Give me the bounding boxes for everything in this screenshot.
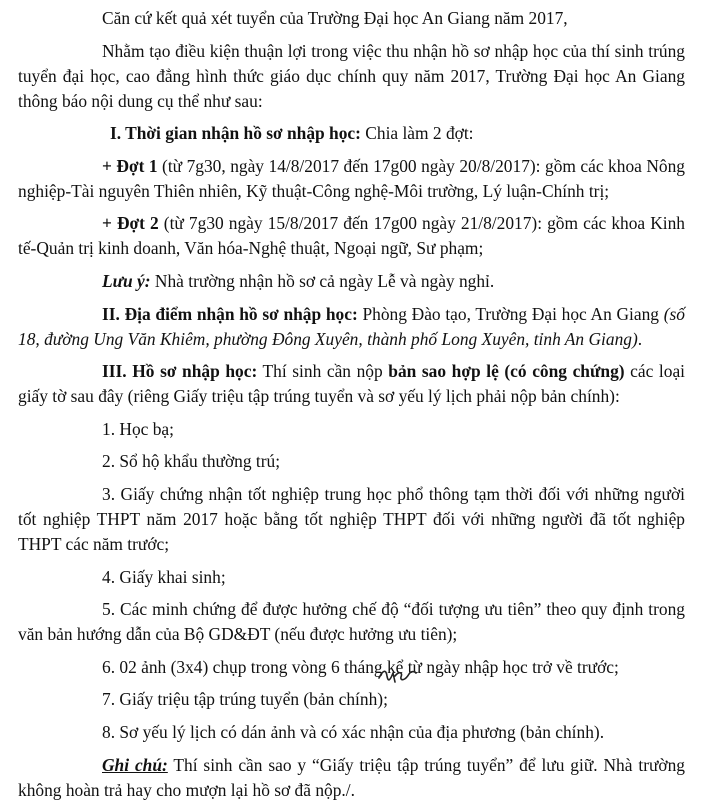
phase-2-paragraph <box>18 211 685 261</box>
section-2-end: . <box>637 328 643 349</box>
section-3-text-before: Thí sinh cần nộp <box>257 361 389 382</box>
section-3 <box>18 359 685 409</box>
section-2-heading: II. Địa điểm nhận hồ sơ nhập học: <box>102 303 358 324</box>
phase-2-text: (từ 7g30 ngày 15/8/2017 đến 17g00 ngày 21/8/2017): gồm các khoa Kinh tế-Quản trị kinh doanh, Văn hóa-Nghệ thuật, Ngoại ngữ, Sư phạm; <box>18 213 685 259</box>
footnote-text: Thí sinh cần sao y “Giấy triệu tập trúng tuyển” để lưu giữ. Nhà trường không hoàn trả hay cho mượn lại hồ sơ đã nộp./. <box>18 754 685 800</box>
section-2-text: Phòng Đào tạo, Trường Đại học An Giang <box>357 303 664 324</box>
phase-1-text: (từ 7g30, ngày 14/8/2017 đến 17g00 ngày 20/8/2017): gồm các khoa Nông nghiệp-Tài nguyên Thiên nhiên, Kỹ thuật-Công nghệ-Môi trường, Lý luận-Chính trị; <box>18 155 685 201</box>
phase-1-label: + Đợt 1 <box>102 155 158 176</box>
footnote-paragraph <box>18 753 685 803</box>
phase-1-paragraph <box>18 154 685 204</box>
note-label: Lưu ý: <box>102 270 151 291</box>
phase-2-label: + Đợt 2 <box>102 213 159 234</box>
section-2 <box>18 302 685 352</box>
list-item: 6. 02 ảnh (3x4) chụp trong vòng 6 tháng kể từ ngày nhập học trở về trước; <box>102 656 619 677</box>
signature-mark <box>376 664 418 686</box>
note-text: Nhà trường nhận hồ sơ cả ngày Lễ và ngày nghỉ. <box>150 270 495 291</box>
section-3-text-after: các loại giấy tờ sau đây (riêng Giấy triệu tập trúng tuyển và sơ yếu lý lịch phải nộp bản chính): <box>18 361 685 407</box>
section-3-heading: III. Hồ sơ nhập học: <box>102 361 258 382</box>
list-item: 5. Các minh chứng để được hưởng chế độ “đối tượng ưu tiên” theo quy định trong văn bản hướng dẫn của Bộ GD&ĐT (nếu được hưởng ưu tiên); <box>18 599 685 645</box>
footnote-label: Ghi chú: <box>102 754 168 775</box>
section-1-text: Chia làm 2 đợt: <box>360 123 474 144</box>
purpose-paragraph: Nhằm tạo điều kiện thuận lợi trong việc thu nhận hồ sơ nhập học của thí sinh trúng tuyển đại học, cao đẳng hình thức giáo dục chính quy năm 2017, Trường Đại học An Giang thông báo nội dung cụ thể như sau: <box>18 40 685 111</box>
list-item: 8. Sơ yếu lý lịch có dán ảnh và có xác nhận của địa phương (bản chính). <box>102 721 605 742</box>
list-item: 7. Giấy triệu tập trúng tuyển (bản chính); <box>102 689 388 710</box>
list-item: 2. Sổ hộ khẩu thường trú; <box>102 451 281 472</box>
section-1-heading: I. Thời gian nhận hồ sơ nhập học: <box>110 123 361 144</box>
list-item: 4. Giấy khai sinh; <box>102 566 226 587</box>
list-item: 3. Giấy chứng nhận tốt nghiệp trung học phổ thông tạm thời đối với những người tốt nghiệp THPT năm 2017 hoặc bằng tốt nghiệp THPT đối với những người đã tốt nghiệp THPT các năm trước; <box>18 483 685 554</box>
list-item: 1. Học bạ; <box>102 418 174 439</box>
intro-paragraph: Căn cứ kết quả xét tuyển của Trường Đại học An Giang năm 2017, <box>102 8 568 28</box>
section-3-emphasis: bản sao hợp lệ (có công chứng) <box>388 361 625 382</box>
note-paragraph <box>18 269 685 294</box>
section-1 <box>18 121 685 146</box>
section-2-address: (số 18, đường Ung Văn Khiêm, phường Đông Xuyên, thành phố Long Xuyên, tỉnh An Giang) <box>18 303 685 349</box>
